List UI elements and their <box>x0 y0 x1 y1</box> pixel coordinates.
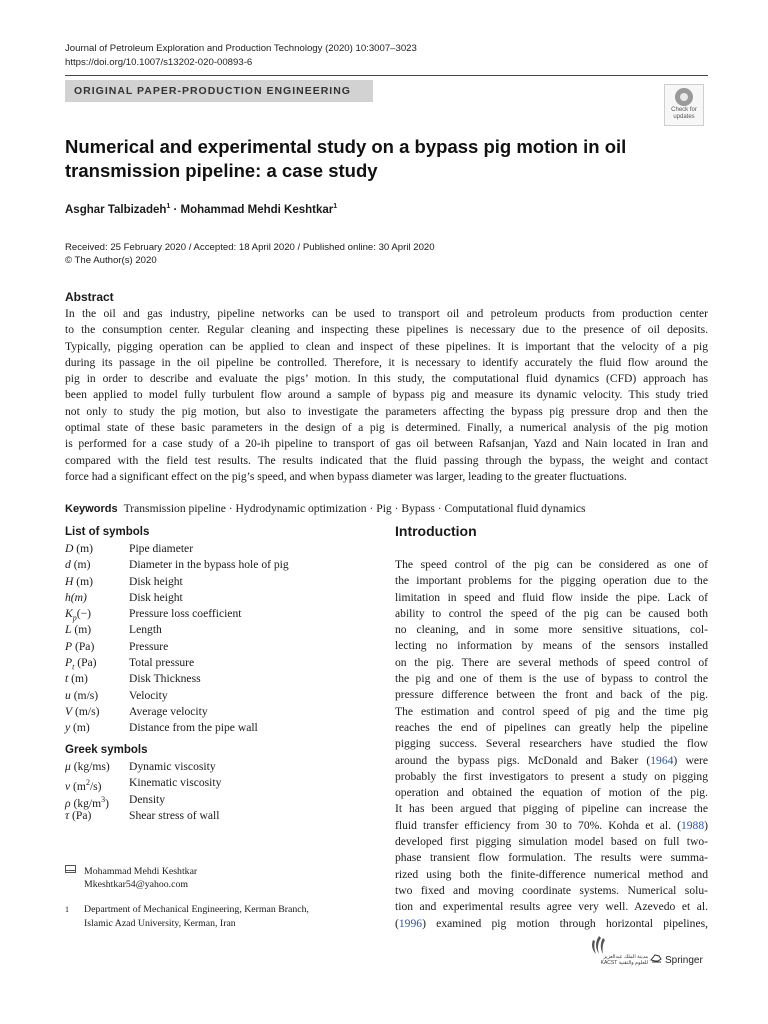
intro-line: the pig and one of them is the use of bypass to control the <box>395 672 708 686</box>
badge-line1: Check for <box>671 107 697 113</box>
keywords-list: Transmission pipeline · Hydrodynamic optimization · Pig · Bypass · Computational fluid dynamics <box>123 502 586 515</box>
badge-line2: updates <box>673 114 695 120</box>
section-banner: ORIGINAL PAPER-PRODUCTION ENGINEERING <box>65 80 373 102</box>
kacst-line-1: مدينة الملك عبدالعزيز <box>603 954 648 960</box>
author-name[interactable]: Asghar Talbizadeh <box>65 203 167 216</box>
citation-link[interactable]: 1996 <box>398 916 423 930</box>
symbol: H (m) <box>65 574 94 588</box>
symbol: h(m) <box>65 590 87 604</box>
symbol-list <box>65 541 365 737</box>
symbol-description: Length <box>129 623 162 637</box>
paper-title <box>65 135 665 183</box>
symbol-description: Pipe diameter <box>129 542 194 555</box>
affiliation-line-2: Islamic Azad University, Kerman, Iran <box>84 918 236 929</box>
symbol-description: Total pressure <box>129 656 195 670</box>
kacst-logo-icon <box>592 936 605 954</box>
journal-header <box>65 42 417 70</box>
intro-line: (1996) examined pig motion through horizontal pipelines, <box>395 916 708 930</box>
title-line-1: Numerical and experimental study on a bypass pig motion in oil <box>65 136 627 157</box>
keywords-label: Keywords <box>65 503 118 515</box>
abstract-line: to the consumption center. Regular cleaning and inspecting these pipelines is necessary due to the presence of oil deposits. <box>65 323 708 337</box>
symbol: L (m) <box>65 623 92 637</box>
abstract-line: optimal state of these basic parameters in the design of a pig is determined. Finally, a numerical analysis of the pig motion <box>65 421 708 435</box>
abstract-line: Typically, pigging operation can be applied to clean and inspect of these pipelines. It is important that the velocity of a pig <box>65 339 708 353</box>
corresponding-email[interactable]: Mkeshtkar54@yahoo.com <box>84 879 188 890</box>
symbol-description: Distance from the pipe wall <box>129 721 258 735</box>
corresponding-author: Mohammad Mehdi Keshtkar <box>84 866 198 877</box>
symbol-row <box>65 704 365 720</box>
symbol-description: Dynamic viscosity <box>129 760 216 773</box>
intro-line: The speed control of the pig can be considered as one of <box>395 558 708 571</box>
abstract-line: not only to study the pig motion, but also to investigate the parameters affecting the bypass pig pressure drop and then the <box>65 404 708 418</box>
symbol-description: Disk height <box>129 590 183 604</box>
intro-line: reaches the end of pipelines can greatly help the pipeline <box>395 720 708 734</box>
symbol: τ (Pa) <box>65 808 92 822</box>
citation-link[interactable]: 1988 <box>680 818 705 832</box>
affiliation-number: 1 <box>65 905 69 914</box>
intro-line: around the bypass pigs. McDonald and Baker (1964) were <box>395 753 708 767</box>
symbol-description: Density <box>129 792 166 806</box>
symbol-row <box>65 775 365 794</box>
symbol: P (Pa) <box>65 639 95 653</box>
intro-line: the important problems for the pigging operation due to the <box>395 574 708 588</box>
citation-link[interactable]: 1964 <box>650 753 674 767</box>
symbol: ν $(m^2/s)$ <box>65 778 102 794</box>
symbol: ρ $(kg/m^3)$ <box>65 794 110 810</box>
symbol-row <box>65 671 365 687</box>
symbol-row <box>65 688 365 704</box>
intro-line: pressure difference between the front and back of the pig. <box>395 688 708 702</box>
intro-line: developed first pigging simulation model based on full two- <box>395 835 708 849</box>
symbol-description: Shear stress of wall <box>129 808 220 822</box>
abstract-heading: Abstract <box>65 290 114 304</box>
intro-line: It has been argued that pigging of pipeline can increase the <box>395 802 708 816</box>
kacst-line-2: KACST للعلوم والتقنية <box>600 960 648 966</box>
author-list <box>65 203 337 216</box>
kacst-text <box>588 954 648 966</box>
symbol-row <box>65 606 365 622</box>
symbol: y (m) <box>65 721 90 735</box>
symbol: $P_t$ (Pa) <box>65 656 97 672</box>
springer-label: Springer <box>665 955 703 966</box>
intro-line: two fixed and moving coordinate systems. Numerical solu- <box>395 883 708 897</box>
symbol-description: Pressure loss coefficient <box>129 607 242 621</box>
symbol-description: Kinematic viscosity <box>129 776 222 790</box>
symbol-row <box>65 759 365 775</box>
introduction-body <box>395 557 708 932</box>
doi-link[interactable]: https://doi.org/10.1007/s13202-020-00893-6 <box>65 57 253 68</box>
symbol-row <box>65 720 365 736</box>
symbol-description: Pressure <box>129 639 169 653</box>
intro-line: rized using both the finite-difference numerical method and <box>395 867 708 881</box>
intro-line: no cleaning, and in some more sensitive situations, col- <box>395 623 708 637</box>
abstract-body <box>65 306 708 485</box>
intro-line: operation and obtained the equation of motion of the pig. <box>395 786 708 800</box>
intro-line: lecting no information by means of the sensors installed <box>395 639 708 653</box>
abstract-line: force had a significant effect on the pig’s speed, and when bypass diameter was larger, leading to the greater fluctuations. <box>65 469 627 483</box>
symbol-description: Diameter in the bypass hole of pig <box>129 558 289 572</box>
abstract-line: pig in order to describe and evaluate the pigs’ motion. In this study, the computational fluid dynamics (CFD) approach has <box>65 372 708 386</box>
symbol-row <box>65 792 365 808</box>
intro-line: probably the first investigators to present a study on pigging <box>395 769 708 783</box>
symbol-description: Disk height <box>129 574 183 588</box>
symbol: μ (kg/ms) <box>65 760 110 773</box>
abstract-line: is performed for a case study of a 20-ih pipeline to transport of gas oil between Rafsanjan, Yazd and Nain located in Iran and <box>65 437 708 451</box>
publication-dates <box>65 241 435 267</box>
symbol-description: Disk Thickness <box>129 672 201 686</box>
envelope-icon <box>65 865 76 873</box>
abstract-line: compared with the field test results. The results indicated that the fluid passing through the bypass, the weight and contact <box>65 453 708 467</box>
symbol-description: Average velocity <box>129 704 208 718</box>
symbol: d (m) <box>65 558 91 572</box>
intro-line: fluid transfer efficiency from 30 to 70%. Kohda et al. (1988) <box>395 818 708 832</box>
affiliation <box>65 903 374 931</box>
symbol-row <box>65 541 365 557</box>
dates-line: Received: 25 February 2020 / Accepted: 18 April 2020 / Published online: 30 April 2020 <box>65 242 435 253</box>
symbol-row <box>65 808 365 824</box>
intro-line: limitation in speed and fluid flow inside the pipe. Lack of <box>395 590 708 604</box>
introduction-heading: Introduction <box>395 523 477 539</box>
check-updates-icon <box>675 88 693 106</box>
journal-citation: Journal of Petroleum Exploration and Production Technology (2020) 10:3007–3023 <box>65 43 417 54</box>
symbols-heading: List of symbols <box>65 526 150 538</box>
symbol: V (m/s) <box>65 704 100 718</box>
keywords <box>65 501 708 517</box>
symbol-row <box>65 574 365 590</box>
abstract-line: In the oil and gas industry, pipeline networks can be used to transport oil and petroleum products from production center <box>65 307 708 320</box>
symbol-row <box>65 590 365 606</box>
check-for-updates-badge[interactable] <box>664 84 704 126</box>
correspondence <box>65 865 197 891</box>
abstract-line: during its passage in the oil pipeline be controlled. Therefore, it is necessary to identify accurately the fluid flow around the <box>65 355 708 369</box>
intro-line: phase transient flow formulation. The results were summa- <box>395 851 708 865</box>
greek-symbol-list <box>65 759 365 824</box>
abstract-line: been applied to model fully turbulent flow around a sample of bypass pig and measure its dynamic velocity. This study tried <box>65 388 708 402</box>
symbol-description: Velocity <box>129 688 168 702</box>
intro-line: pigging success. Several researchers have studied the flow <box>395 737 708 751</box>
intro-line: ability to control the speed of the pig can be caused both <box>395 606 708 620</box>
symbol: $K_p(-)$ <box>65 607 91 623</box>
author-name[interactable]: Mohammad Mehdi Keshtkar <box>180 203 334 216</box>
symbol-row <box>65 557 365 573</box>
header-rule <box>65 75 708 76</box>
symbol: t (m) <box>65 672 88 686</box>
intro-line: tion and experimental results agree very well. Azevedo et al. <box>395 900 708 914</box>
symbol: u (m/s) <box>65 688 99 702</box>
author-separator: · <box>170 203 181 216</box>
copyright: © The Author(s) 2020 <box>65 255 157 266</box>
intro-line: on the pig. There are several methods of speed control of <box>395 655 708 669</box>
symbol-row <box>65 622 365 638</box>
affiliation-line-1: Department of Mechanical Engineering, Kerman Branch, <box>84 904 309 915</box>
springer-horse-icon <box>651 955 661 962</box>
author-affiliation: 1 <box>333 203 338 210</box>
symbol-row <box>65 655 365 671</box>
author-affiliation: 1 <box>166 203 171 210</box>
intro-line: The estimation and control speed of pig and the time pig <box>395 704 708 718</box>
symbol: D (m) <box>65 542 94 555</box>
title-line-2: transmission pipeline: a case study <box>65 160 378 181</box>
greek-heading: Greek symbols <box>65 744 148 756</box>
symbol-row <box>65 639 365 655</box>
